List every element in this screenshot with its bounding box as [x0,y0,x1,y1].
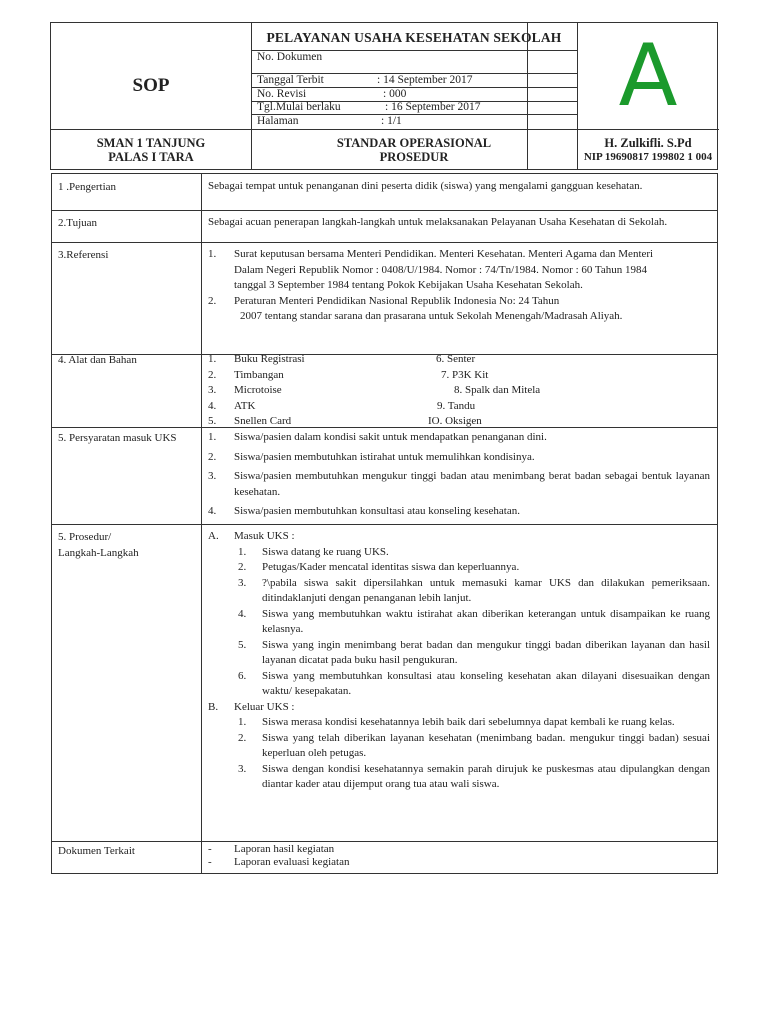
row-label-tujuan: 2.Tujuan [58,217,98,229]
meta-label-doc-number: No. Dokumen [257,51,323,63]
signer-name: H. Zulkifli. S.Pd [604,136,692,150]
meta-value-issue-date: : 14 September 2017 [377,74,473,86]
referensi-list: 1. Surat keputusan bersama Menteri Pendidikan. Menteri Kesehatan. Menteri Agama dan Menteri Dalam Negeri Republik Nomor : 0408/U/1984. Nomor : 74/Tn/1984. Nomor : 60 Tahun 1984 tanggal 3 September 1984 tentang Pokok Kebijakan Usaha Kesehatan Sekolah. 2. Peraturan Menteri Pendidikan Nasional Republik Indonesia No: 24 Tahun 2007 tentang standar sarana dan prasarana untuk Sekolah Menengah/Madrasah Aliyah. [208,247,710,325]
school-name [51,136,251,164]
list-item: 2. Siswa yang telah diberikan layanan kesehatan (menimbang badan. mengukur tinggi badan) sesuai keperluan oleh petugas. [238,731,710,759]
list-item: - Laporan hasil kegiatan [208,843,335,855]
meta-value-revision: : 000 [383,88,407,100]
procedure-table [51,173,718,874]
row-label-alat: 4. Alat dan Bahan [58,354,137,366]
list-item: 1. Siswa datang ke ruang UKS. [238,545,389,558]
prosedur-list [208,529,710,793]
list-item: 4. Siswa/pasien membutuhkan konsultasi atau konseling kesehatan. [208,505,520,517]
meta-label-page: Halaman [257,115,299,127]
meta-value-page: : 1/1 [381,115,402,127]
section-masuk-uks: A. Masuk UKS : [208,530,295,542]
row-text-tujuan: Sebagai acuan penerapan langkah-langkah untuk melaksanakan Pelayanan Usaha Kesehatan di Sekolah. [208,216,668,228]
row-label-dokumen: Dokumen Terkait [58,845,135,857]
list-item: 6. Siswa yang membutuhkan konsultasi atau konseling kesehatan akan dilayani disesuaikan dengan waktu/ kesepakatan. [238,669,710,697]
standard-title [251,136,577,164]
section-keluar-uks: B. Keluar UKS : [208,700,295,713]
school-logo [577,23,719,129]
row-label-persyaratan: 5. Persyaratan masuk UKS [58,432,177,444]
list-item: 2. Peraturan Menteri Pendidikan Nasional Republik Indonesia No: 24 Tahun [208,294,560,307]
school-name-line1: SMAN 1 TANJUNG [96,136,206,150]
document-title: PELAYANAN USAHA KESEHATAN SEKOLAH [266,30,562,45]
persyaratan-list [208,430,710,524]
meta-label-revision: No. Revisi [257,88,307,100]
standard-title-line1: STANDAR OPERASIONAL [336,136,492,150]
meta-value-effective-date: : 16 September 2017 [385,101,481,113]
row-text-pengertian: Sebagai tempat untuk penanganan dini peserta didik (siswa) yang mengalami gangguan kesehatan. [208,180,643,192]
alat-list: 1. Buku Registrasi 6. Senter 2. Timbangan 7. P3K Kit 3. Microtoise 8. Spalk dan Mitela 4. ATK 9. Tandu 5. Snellen Card IO. Oksigen [208,353,541,427]
row-label-pengertian: 1 .Pengertian [58,181,117,193]
list-item: 2. Siswa/pasien membutuhkan istirahat untuk memulihkan kondisinya. [208,450,535,463]
list-item: 3. Siswa/pasien membutuhkan mengukur tinggi badan atau menimbang berat badan sebagai bentuk layanan kesehatan. [208,470,710,498]
sop-header [50,22,718,170]
sop-label: SOP [132,75,170,96]
meta-label-effective-date: Tgl.Mulai berlaku [257,101,341,113]
school-name-line2: PALAS I TARA [108,150,194,164]
list-item: 4. Siswa yang membutuhkan waktu istirahat akan diberikan keterangan untuk disampaikan ke ruang kelasnya. [238,607,710,635]
meta-label-issue-date: Tanggal Terbit [257,74,324,86]
signer [577,136,719,164]
list-item: 3. ?\pabila siswa sakit dipersilahkan untuk memasuki kamar UKS dan dilakukan pemeriksaan. ditindaklanjuti dengan penanganan lebih lanjut. [238,576,710,604]
list-item: 3. Siswa dengan kondisi kesehatannya semakin parah dirujuk ke puskesmas atau dipulangkan dengan diantar kader atau dijemput orang tua atau wali siswa. [238,762,710,790]
list-item: 1. Siswa/pasien dalam kondisi sakit untuk mendapatkan penanganan dini. [208,431,547,443]
list-item: 1. Surat keputusan bersama Menteri Pendidikan. Menteri Kesehatan. Menteri Agama dan Menteri [208,248,654,260]
list-item: 1. Siswa merasa kondisi kesehatannya lebih baik dari sebelumnya dapat kembali ke ruang kelas. [238,716,675,728]
row-label-referensi: 3.Referensi [58,249,109,261]
row-label-prosedur: 5. Prosedur/ Langkah-Langkah [58,531,139,559]
list-item: 2. Petugas/Kader mencatal identitas siswa dan keperluannya. [238,561,520,573]
standard-title-line2: PROSEDUR [379,150,449,164]
list-item: 5. Siswa yang ingin menimbang berat badan dan mengukur tinggi badan diberikan layanan dan hasil layanan dicatat pada buku hasil pengukuran. [238,638,710,666]
signer-nip: NIP 19690817 199802 1 004 [583,151,713,163]
logo-letter: A [618,26,678,126]
list-item: - Laporan evaluasi kegiatan [208,856,350,868]
dokumen-list [208,843,710,869]
